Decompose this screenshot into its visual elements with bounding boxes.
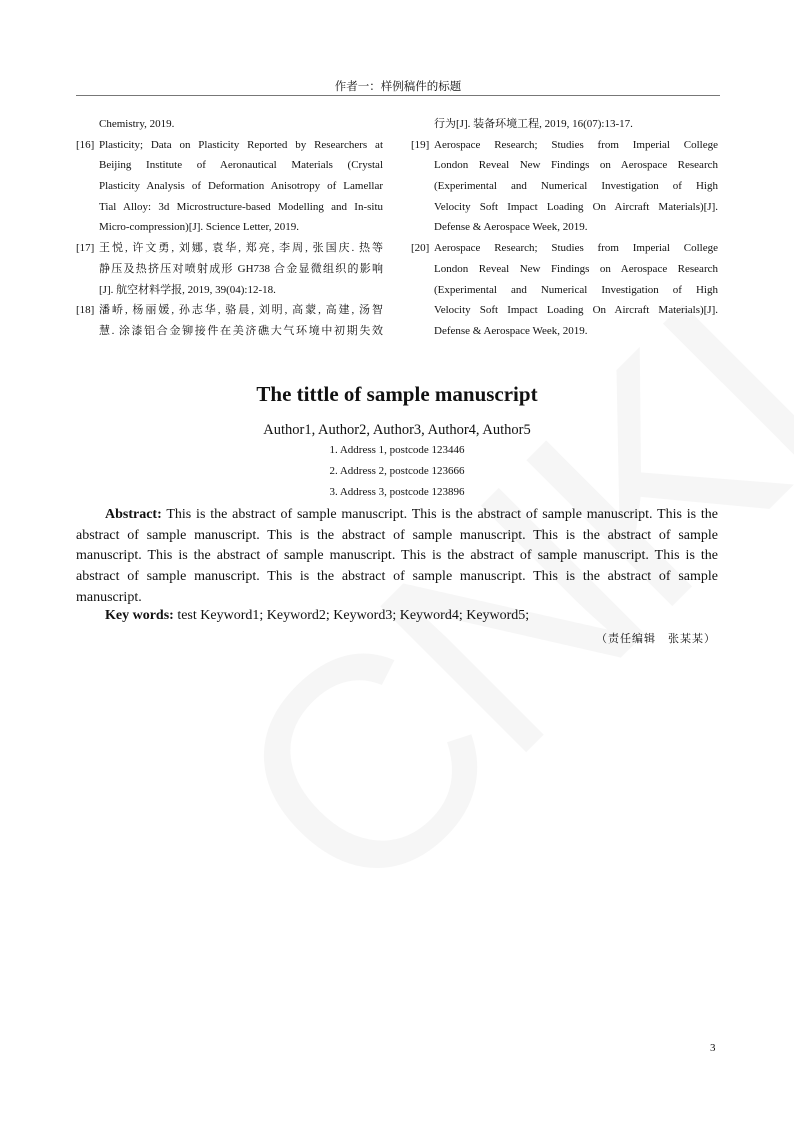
- reference-line: 静压及热挤压对喷射成形 GH738 合金显微组织的影响: [99, 262, 383, 275]
- reference-16: [76, 135, 383, 238]
- reference-line: Velocity Soft Impact Loading On Aircraft Materials)[J].: [434, 304, 718, 317]
- reference-line: Micro-compression)[J]. Science Letter, 2019.: [99, 221, 299, 234]
- article-title: The tittle of sample manuscript: [256, 382, 538, 406]
- reference-continuation: Chemistry, 2019.: [99, 118, 175, 130]
- reference-continuation: 行为[J]. 装备环境工程, 2019, 16(07):13-17.: [434, 118, 633, 130]
- author-address: 1. Address 1, postcode 123446: [329, 444, 465, 456]
- article-authors: Author1, Author2, Author3, Author4, Author5: [263, 422, 531, 438]
- reference-line: Aerospace Research; Studies from Imperial College: [434, 242, 718, 255]
- reference-17: [76, 238, 383, 300]
- reference-line: Beijing Institute of Aeronautical Materials (Crystal: [99, 159, 383, 172]
- reference-19: [411, 135, 718, 238]
- reference-line: (Experimental and Numerical Investigation of High: [434, 283, 718, 296]
- reference-line: London Reveal New Findings on Aerospace Research: [434, 159, 718, 172]
- header-divider: [76, 95, 720, 96]
- reference-line: 潘峤, 杨丽媛, 孙志华, 骆晨, 刘明, 高蒙, 高建, 汤智: [99, 304, 383, 317]
- abstract: [76, 505, 718, 609]
- reference-line: 王悦, 许文勇, 刘娜, 袁华, 郑亮, 李周, 张国庆. 热等: [99, 242, 383, 255]
- reference-20: [411, 238, 718, 341]
- editor-note: （责任编辑 张某某）: [596, 632, 716, 645]
- reference-line: London Reveal New Findings on Aerospace Research: [434, 262, 718, 275]
- reference-18: [76, 300, 383, 341]
- keywords-label: Key words:: [105, 608, 174, 623]
- reference-line: Tial Alloy: 3d Microstructure-based Modelling and In-situ: [99, 200, 383, 213]
- author-address: 3. Address 3, postcode 123896: [329, 486, 465, 498]
- reference-number: [17]: [76, 242, 95, 255]
- reference-line: Plasticity; Data on Plasticity Reported by Researchers at: [99, 138, 383, 151]
- abstract-label: Abstract:: [105, 507, 162, 522]
- references-left-column: [76, 114, 383, 342]
- reference-number: [20]: [411, 242, 430, 255]
- references-right-column: [411, 114, 718, 342]
- reference-line: Defense & Aerospace Week, 2019.: [434, 324, 588, 337]
- reference-line: (Experimental and Numerical Investigation of High: [434, 180, 718, 193]
- keywords-text: test Keyword1; Keyword2; Keyword3; Keyword4; Keyword5;: [177, 608, 530, 623]
- reference-line: Plasticity Analysis of Deformation Anisotropy of Lamellar: [99, 180, 383, 193]
- page-number: 3: [710, 1042, 716, 1054]
- reference-number: [16]: [76, 138, 95, 151]
- reference-line: Velocity Soft Impact Loading On Aircraft Materials)[J].: [434, 200, 718, 213]
- abstract-text: This is the abstract of sample manuscript. This is the abstract of sample manuscript. This is the abstract of sample manuscript. This is the abstract of sample manuscript. This is the abstract of sample manuscript. This is the abstract of sample manuscript. This is the abstract of sample manuscript. This is the abstract of sample manuscript. This is the abstract of sample manuscript. This is the abstract of sample manuscript.: [76, 507, 719, 605]
- reference-number: [19]: [411, 138, 430, 151]
- author-address: 2. Address 2, postcode 123666: [329, 465, 465, 477]
- reference-line: Defense & Aerospace Week, 2019.: [434, 221, 588, 234]
- running-header: 作者一：样例稿件的标题: [334, 79, 462, 93]
- keywords: [105, 608, 529, 624]
- reference-line: Aerospace Research; Studies from Imperial College: [434, 138, 718, 151]
- reference-line: [J]. 航空材料学报, 2019, 39(04):12-18.: [99, 283, 276, 296]
- reference-number: [18]: [76, 304, 95, 317]
- reference-line: 慧. 涂漆铝合金铆接件在美济礁大气环境中初期失效: [99, 324, 383, 337]
